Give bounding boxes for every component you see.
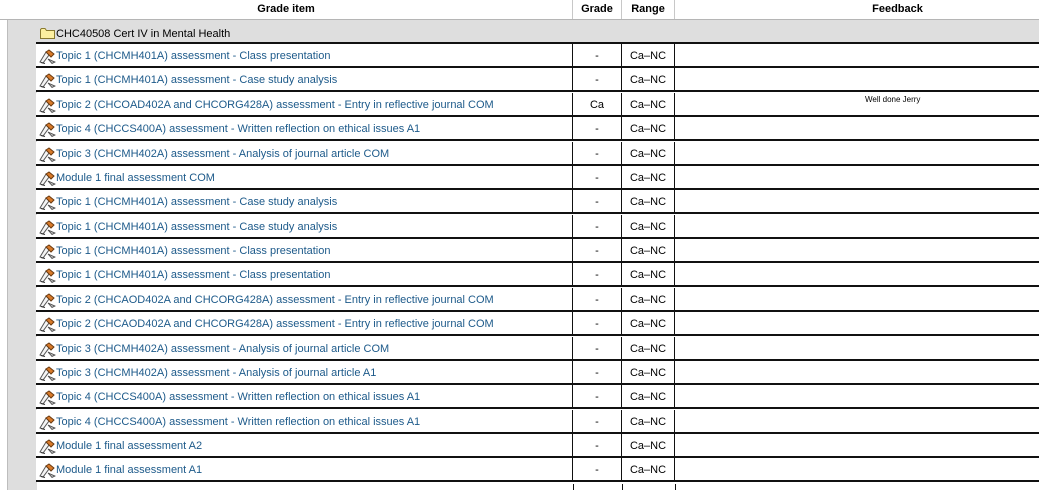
- range-cell: Ca–NC: [622, 434, 675, 456]
- feedback-text: Well done Jerry: [865, 95, 921, 104]
- grade-item-link[interactable]: Topic 2 (CHCOAD402A and CHCORG428A) assessment - Entry in reflective journal COM: [56, 99, 494, 111]
- grade-item-link[interactable]: Module 1 final assessment A2: [56, 440, 203, 452]
- grade-item-link[interactable]: Topic 3 (CHCMH402A) assessment - Analysis of journal article COM: [56, 343, 390, 355]
- feedback-cell: [675, 410, 1039, 432]
- table-row: [36, 68, 1039, 92]
- table-header: [0, 0, 1039, 20]
- grade-cell: -: [573, 337, 622, 359]
- feedback-cell: [675, 337, 1039, 359]
- assessment-icon: [39, 366, 56, 381]
- feedback-cell: [675, 458, 1039, 480]
- grade-item-link[interactable]: Topic 3 (CHCMH402A) assessment - Analysis of journal article A1: [56, 367, 377, 379]
- grade-item-cell: [36, 337, 573, 359]
- grade-item-cell: [36, 93, 573, 115]
- grade-cell: -: [573, 458, 622, 480]
- grade-item-link[interactable]: Topic 2 (CHCAOD402A and CHCORG428A) assessment - Entry in reflective journal COM: [56, 294, 494, 306]
- table-row: [36, 142, 1039, 166]
- assessment-icon: [39, 73, 56, 88]
- feedback-cell: [675, 117, 1039, 139]
- table-row-partial: [36, 484, 1039, 490]
- grade-item-cell: [36, 434, 573, 456]
- assessment-icon: [39, 244, 56, 259]
- grade-item-cell: [36, 361, 573, 383]
- grade-item-cell: [36, 190, 573, 212]
- table-row: [36, 44, 1039, 68]
- grade-item-cell: [36, 239, 573, 261]
- table-row: [36, 166, 1039, 190]
- indent-gutter: [7, 20, 37, 490]
- grade-item-link[interactable]: Topic 1 (CHCMH401A) assessment - Class presentation: [56, 269, 331, 281]
- range-cell: Ca–NC: [622, 239, 675, 261]
- grade-item-cell: [36, 68, 573, 90]
- range-cell: Ca–NC: [622, 93, 675, 115]
- range-cell: Ca–NC: [622, 263, 675, 285]
- grade-cell: -: [573, 288, 622, 310]
- grade-cell: Ca: [573, 93, 622, 115]
- assessment-icon: [39, 195, 56, 210]
- assessment-icon: [39, 342, 56, 357]
- grade-item-link[interactable]: Topic 1 (CHCMH401A) assessment - Class presentation: [56, 50, 331, 62]
- grade-cell: -: [573, 142, 622, 164]
- table-row: [36, 458, 1039, 482]
- assessment-icon: [39, 122, 56, 137]
- grade-cell: -: [573, 190, 622, 212]
- category-name: CHC40508 Cert IV in Mental Health: [56, 28, 231, 40]
- feedback-cell: [675, 434, 1039, 456]
- assessment-icon: [39, 293, 56, 308]
- grade-cell: -: [573, 385, 622, 407]
- feedback-cell: [675, 68, 1039, 90]
- grade-cell: -: [573, 117, 622, 139]
- range-cell: Ca–NC: [622, 190, 675, 212]
- range-cell: Ca–NC: [622, 288, 675, 310]
- table-row: [36, 263, 1039, 287]
- grade-item-link[interactable]: Module 1 final assessment COM: [56, 172, 215, 184]
- range-cell: Ca–NC: [622, 142, 675, 164]
- table-row: [36, 93, 1039, 117]
- table-row: [36, 385, 1039, 409]
- range-cell: Ca–NC: [622, 361, 675, 383]
- grade-item-cell: [36, 44, 573, 66]
- grade-cell: -: [573, 68, 622, 90]
- range-cell: Ca–NC: [622, 458, 675, 480]
- header-grade: Grade: [573, 0, 622, 19]
- assessment-icon: [39, 415, 56, 430]
- assessment-icon: [39, 98, 56, 113]
- table-row: [36, 410, 1039, 434]
- feedback-cell: [675, 312, 1039, 334]
- category-row: [36, 20, 1039, 44]
- grade-cell: -: [573, 239, 622, 261]
- grade-item-link[interactable]: Topic 1 (CHCMH401A) assessment - Case study analysis: [56, 221, 338, 233]
- assessment-icon: [39, 317, 56, 332]
- range-cell: Ca–NC: [622, 337, 675, 359]
- assessment-icon: [39, 439, 56, 454]
- feedback-cell: [675, 142, 1039, 164]
- assessment-icon: [39, 147, 56, 162]
- grade-cell: -: [573, 410, 622, 432]
- grade-item-cell: [36, 117, 573, 139]
- feedback-cell: [675, 215, 1039, 237]
- header-grade-item: Grade item: [0, 0, 573, 19]
- feedback-cell: [675, 263, 1039, 285]
- grade-item-cell: [36, 410, 573, 432]
- assessment-icon: [39, 268, 56, 283]
- range-cell: Ca–NC: [622, 117, 675, 139]
- range-cell: Ca–NC: [622, 312, 675, 334]
- table-row: [36, 288, 1039, 312]
- grade-item-cell: [36, 142, 573, 164]
- table-row: [36, 337, 1039, 361]
- header-range: Range: [622, 0, 675, 19]
- table-row: [36, 361, 1039, 385]
- assessment-icon: [39, 49, 56, 64]
- grade-cell: -: [573, 361, 622, 383]
- grade-cell: -: [573, 44, 622, 66]
- grade-cell: -: [573, 166, 622, 188]
- range-cell: Ca–NC: [622, 68, 675, 90]
- grade-item-cell: [36, 458, 573, 480]
- assessment-icon: [39, 220, 56, 235]
- assessment-icon: [39, 463, 56, 478]
- range-cell: Ca–NC: [622, 215, 675, 237]
- feedback-cell: [675, 190, 1039, 212]
- assessment-icon: [39, 171, 56, 186]
- grade-cell: -: [573, 263, 622, 285]
- table-row: [36, 117, 1039, 141]
- table-row: [36, 190, 1039, 214]
- grade-item-link[interactable]: Topic 4 (CHCCS400A) assessment - Written reflection on ethical issues A1: [56, 416, 421, 428]
- grade-cell: -: [573, 215, 622, 237]
- grade-cell: -: [573, 312, 622, 334]
- grade-item-link[interactable]: Topic 1 (CHCMH401A) assessment - Case study analysis: [56, 74, 338, 86]
- table-row: [36, 215, 1039, 239]
- grade-item-link[interactable]: Topic 2 (CHCAOD402A and CHCORG428A) assessment - Entry in reflective journal COM: [56, 318, 494, 330]
- table-row: [36, 239, 1039, 263]
- range-cell: Ca–NC: [622, 410, 675, 432]
- folder-icon: [40, 28, 55, 39]
- grade-item-cell: [36, 385, 573, 407]
- feedback-cell: [675, 44, 1039, 66]
- grade-item-cell: [36, 166, 573, 188]
- feedback-cell: [675, 361, 1039, 383]
- feedback-cell: [675, 385, 1039, 407]
- grade-item-cell: [36, 263, 573, 285]
- grade-item-link[interactable]: Topic 4 (CHCCS400A) assessment - Written reflection on ethical issues A1: [56, 123, 421, 135]
- grade-item-link[interactable]: Topic 4 (CHCCS400A) assessment - Written reflection on ethical issues A1: [56, 391, 421, 403]
- assessment-icon: [39, 390, 56, 405]
- table-row: [36, 434, 1039, 458]
- grade-item-cell: [36, 312, 573, 334]
- grade-item-link[interactable]: Module 1 final assessment A1: [56, 464, 203, 476]
- range-cell: Ca–NC: [622, 44, 675, 66]
- grade-item-cell: [36, 288, 573, 310]
- range-cell: Ca–NC: [622, 166, 675, 188]
- range-cell: Ca–NC: [622, 385, 675, 407]
- feedback-cell: [675, 93, 1039, 115]
- grade-item-link[interactable]: Topic 1 (CHCMH401A) assessment - Class presentation: [56, 245, 331, 257]
- grade-cell: -: [573, 434, 622, 456]
- grade-item-cell: [36, 215, 573, 237]
- table-row: [36, 312, 1039, 336]
- header-feedback: Feedback: [872, 3, 923, 15]
- feedback-cell: [675, 288, 1039, 310]
- feedback-cell: [675, 166, 1039, 188]
- grade-item-link[interactable]: Topic 1 (CHCMH401A) assessment - Case study analysis: [56, 196, 338, 208]
- grade-item-link[interactable]: Topic 3 (CHCMH402A) assessment - Analysis of journal article COM: [56, 148, 390, 160]
- feedback-cell: [675, 239, 1039, 261]
